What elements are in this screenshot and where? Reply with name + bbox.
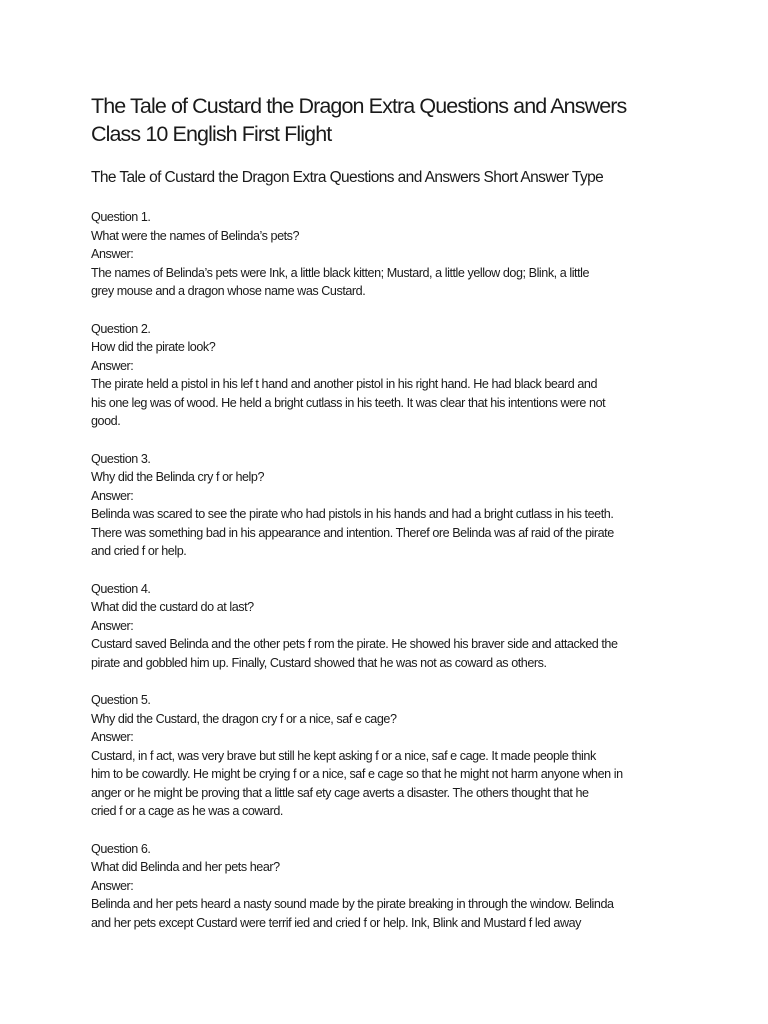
answer-text-line: and her pets except Custard were terrif ied and cried f or help. Ink, Blink and Mustard f led away bbox=[91, 915, 582, 930]
section-heading: The Tale of Custard the Dragon Extra Questions and Answers Short Answer Type bbox=[91, 169, 604, 186]
question-text: Why did the Custard, the dragon cry f or a nice, saf e cage? bbox=[91, 711, 397, 726]
document-content bbox=[91, 92, 691, 951]
question-number: Question 5. bbox=[91, 693, 151, 707]
answer-label: Answer: bbox=[91, 247, 134, 261]
answer-text-line: and cried f or help. bbox=[91, 544, 187, 558]
answer-text-line: him to be cowardly. He might be crying f or a nice, saf e cage so that he might not harm anyone when in bbox=[91, 767, 623, 781]
answer-text-line: Custard saved Belinda and the other pets f rom the pirate. He showed his braver side and attacked the bbox=[91, 637, 618, 651]
answer-text-line: pirate and gobbled him up. Finally, Custard showed that he was not as coward as others. bbox=[91, 655, 547, 670]
qa-item bbox=[91, 691, 691, 821]
qa-item bbox=[91, 450, 691, 561]
answer-text-line: good. bbox=[91, 414, 121, 428]
answer-label: Answer: bbox=[91, 618, 134, 633]
qa-item bbox=[91, 840, 691, 933]
question-answer-list bbox=[91, 208, 691, 932]
answer-label: Answer: bbox=[91, 878, 134, 893]
qa-item bbox=[91, 320, 691, 431]
title-line-2: Class 10 English First Flight bbox=[91, 122, 332, 146]
answer-text-line: grey mouse and a dragon whose name was Custard. bbox=[91, 284, 366, 298]
answer-text-line: his one leg was of wood. He held a bright cutlass in his teeth. It was clear that his intentions were not bbox=[91, 395, 606, 410]
answer-text-line: The names of Belinda’s pets were Ink, a little black kitten; Mustard, a little yellow dog; Blink, a little bbox=[91, 265, 590, 280]
qa-item bbox=[91, 208, 691, 301]
qa-item bbox=[91, 580, 691, 673]
question-number: Question 6. bbox=[91, 841, 151, 856]
answer-text-line: Belinda and her pets heard a nasty sound made by the pirate breaking in through the window. Belinda bbox=[91, 897, 614, 911]
question-text: What did Belinda and her pets hear? bbox=[91, 860, 280, 874]
question-text: What were the names of Belinda’s pets? bbox=[91, 228, 300, 243]
answer-text-line: There was something bad in his appearance and intention. Theref ore Belinda was af raid of the pirate bbox=[91, 525, 614, 540]
question-text: Why did the Belinda cry f or help? bbox=[91, 470, 265, 484]
answer-label: Answer: bbox=[91, 488, 134, 503]
question-number: Question 2. bbox=[91, 321, 151, 336]
title-line-1: The Tale of Custard the Dragon Extra Questions and Answers bbox=[91, 94, 627, 118]
question-text: What did the custard do at last? bbox=[91, 600, 254, 614]
question-number: Question 1. bbox=[91, 210, 151, 224]
answer-text-line: Belinda was scared to see the pirate who had pistols in his hands and had a bright cutlass in his teeth. bbox=[91, 507, 614, 521]
answer-text-line: anger or he might be proving that a little saf ety cage averts a disaster. The others thought that he bbox=[91, 785, 589, 800]
answer-label: Answer: bbox=[91, 730, 134, 744]
answer-text-line: cried f or a cage as he was a coward. bbox=[91, 804, 283, 818]
question-number: Question 3. bbox=[91, 451, 151, 466]
answer-text-line: The pirate held a pistol in his lef t hand and another pistol in his right hand. He had black beard and bbox=[91, 377, 598, 391]
answer-text-line: Custard, in f act, was very brave but still he kept asking f or a nice, saf e cage. It made people think bbox=[91, 748, 596, 763]
answer-label: Answer: bbox=[91, 358, 134, 373]
question-text: How did the pirate look? bbox=[91, 340, 216, 354]
page-title bbox=[91, 92, 691, 148]
question-number: Question 4. bbox=[91, 581, 151, 596]
